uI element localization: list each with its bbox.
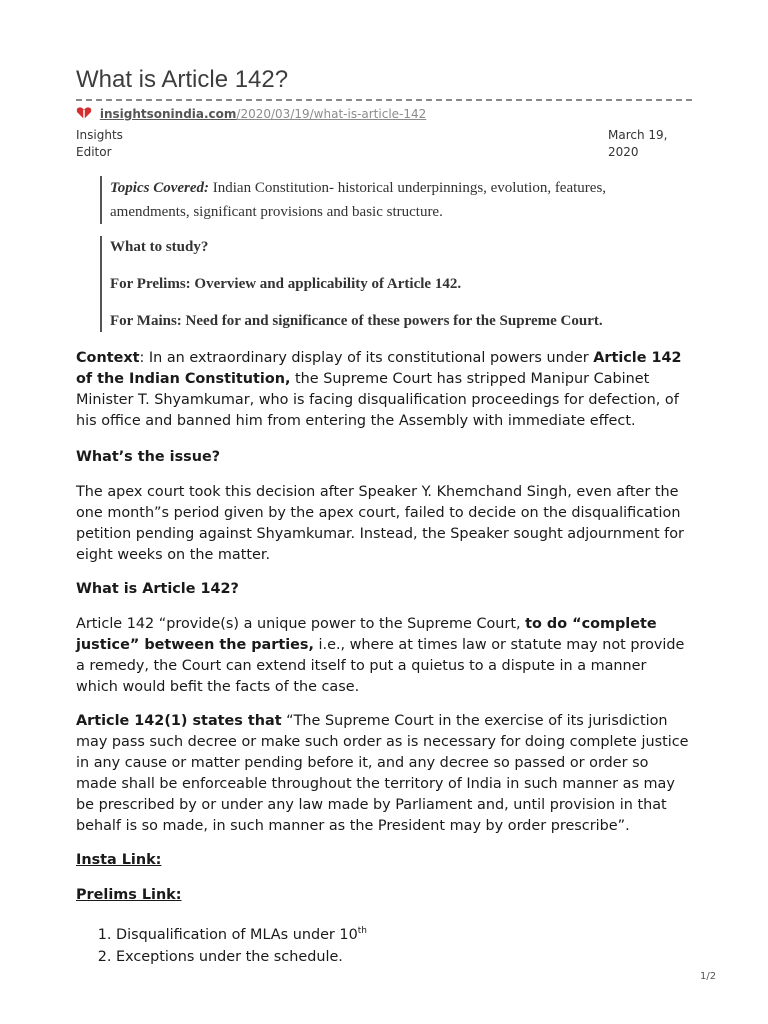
page-title: What is Article 142? [76,66,289,93]
context-text-2: the Supreme Court has stripped Manipur Cabinet Minister T. Shyamkumar, who is facing disqualification proceedings for defection, of his office and banned him from entering the Assembly with immediate effect. [76,371,679,429]
article142-bold: to do “complete justice” between the parties, [76,616,657,653]
study-blockquote [100,236,670,332]
list-item-sup: th [357,926,367,936]
article142-paragraph [76,614,692,698]
article142-text-1: Article 142 “provide(s) a unique power to the Supreme Court, [76,616,526,632]
source-path[interactable]: /2020/03/19/what-is-article-142 [236,107,427,121]
date-line-2: 2020 [608,145,639,159]
topics-text: Indian Constitution- historical underpinnings, evolution, features, amendments, significant provisions and basic structure. [110,180,607,220]
context-text-1: : In an extraordinary display of its constitutional powers under [139,350,594,366]
mains-focus: For Mains: Need for and significance of these powers for the Supreme Court. [110,313,603,329]
prelims-list [76,920,367,968]
prelims-focus: For Prelims: Overview and applicability of Article 142. [110,276,462,292]
insights-logo-icon [76,106,92,120]
publish-date [608,127,678,161]
author-line-1: Insights [76,128,123,142]
prelims-link[interactable]: Prelims Link: [76,887,182,903]
context-label: Context [76,350,140,366]
what-to-study: What to study? [110,239,209,255]
list-item-text: Exceptions under the schedule. [116,948,343,965]
author-line-2: Editor [76,145,112,159]
article142-text-2: i.e., where at times law or statute may not provide a remedy, the Court can extend itself to put a quietus to a dispute in a manner which would befit the facts of the case. [76,637,685,695]
article142-heading: What is Article 142? [76,581,239,597]
topics-label: Topics Covered: [110,180,210,196]
source-domain[interactable]: insightsonindia.com [99,107,237,121]
issue-paragraph [76,482,692,566]
date-line-1: March 19, [608,128,668,142]
list-item [116,920,367,946]
source-link[interactable] [76,106,426,122]
list-item [116,946,367,968]
clause-text: “The Supreme Court in the exercise of its jurisdiction may pass such decree or make such order as is necessary for doing complete justice in any cause or matter pending before it, and any decree so passed or order so made shall be enforceable throughout the territory of India in such manner as may be prescribed by or under any law made by Parliament and, until provision in that behalf is so made, in such manner as the President may by order prescribe”. [76,713,689,834]
author [76,127,146,161]
page-number: 1/2 [700,971,717,982]
issue-heading: What’s the issue? [76,449,221,465]
context-bold: Article 142 of the Indian Constitution, [76,350,682,387]
topics-blockquote [100,176,670,224]
list-item-text: Disqualification of MLAs under 10 [116,926,358,943]
clause-paragraph [76,711,692,837]
clause-bold: Article 142(1) states that [76,713,282,729]
context-paragraph [76,348,692,432]
title-divider [76,99,692,101]
insta-link[interactable]: Insta Link: [76,852,162,868]
issue-text: The apex court took this decision after Speaker Y. Khemchand Singh, even after the one month”s period given by the apex court, failed to decide on the disqualification petition pending against Shyamkumar. Instead, the Speaker sought adjournment for eight weeks on the matter. [76,484,684,563]
